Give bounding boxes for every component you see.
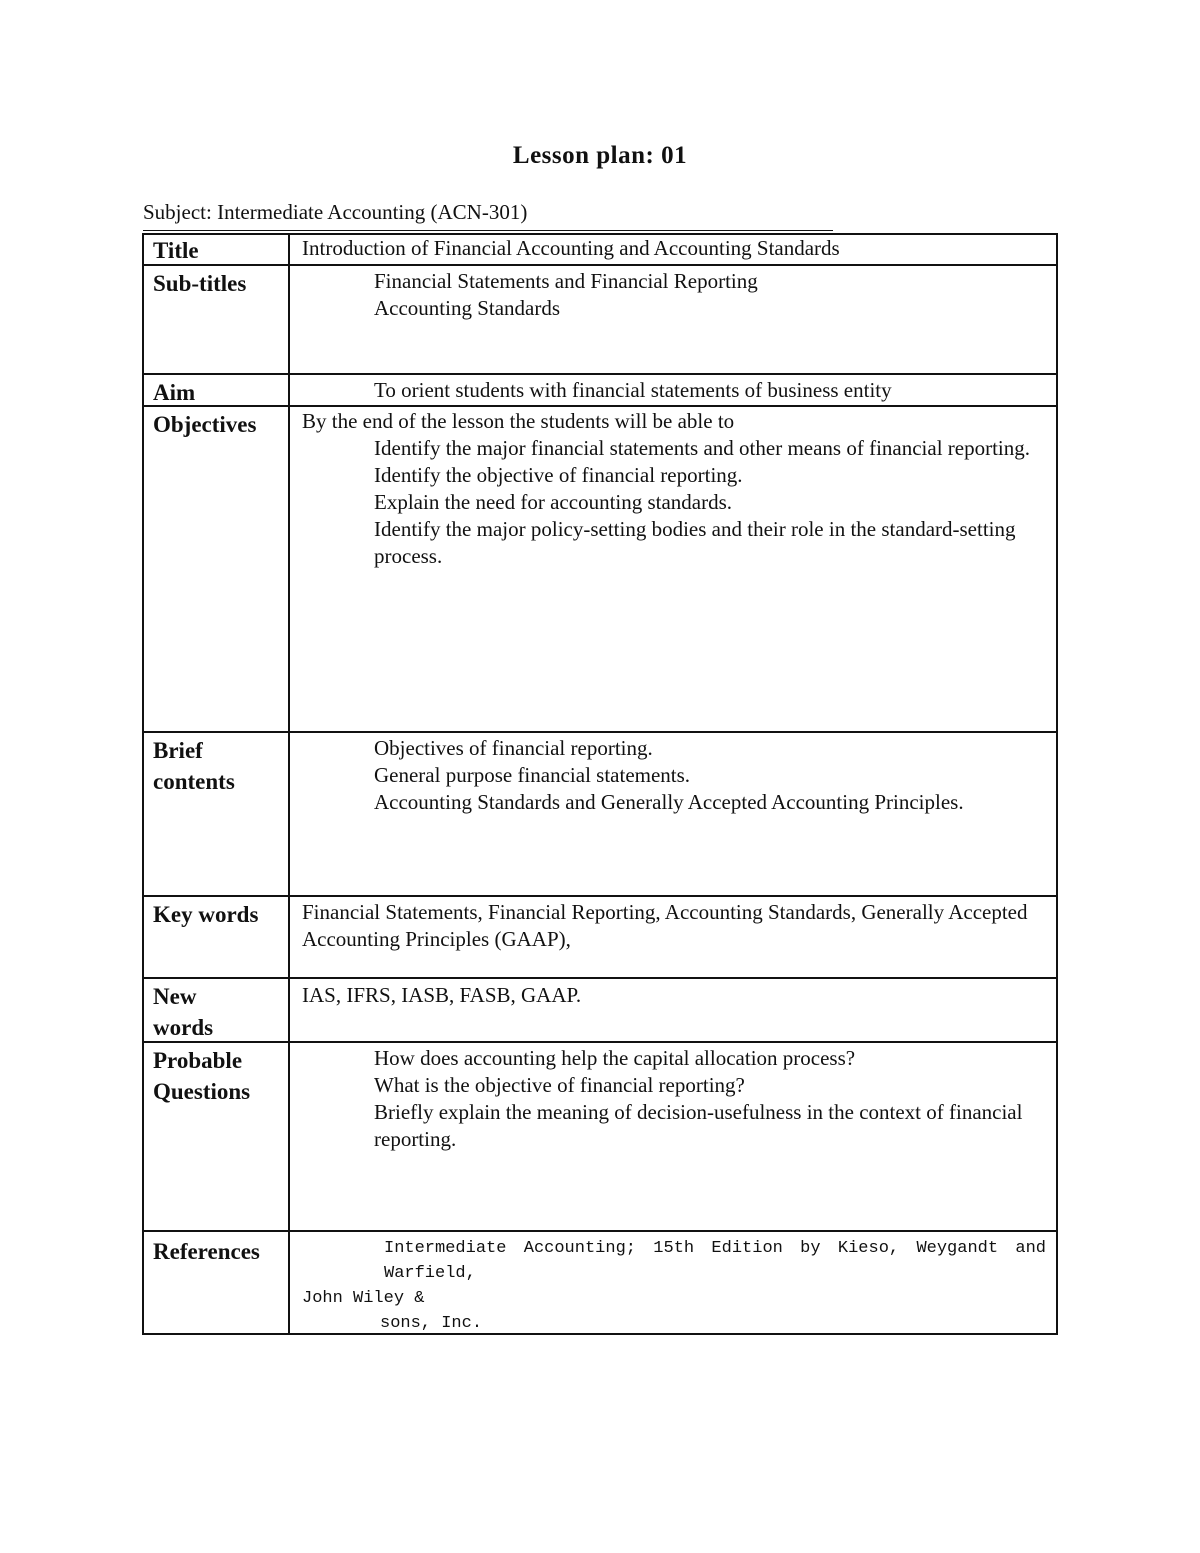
list-item: Financial Statements and Financial Reporting [374, 269, 758, 293]
list-item: Accounting Standards and Generally Accepted Accounting Principles. [374, 790, 964, 814]
label-line: Probable [153, 1048, 243, 1073]
row-new-words [142, 977, 1058, 1042]
key-words-text: Financial Statements, Financial Reporting, Accounting Standards, Generally Accepted Accounting Principles (GAAP), [302, 900, 1028, 951]
title-text: Introduction of Financial Accounting and Accounting Standards [302, 236, 840, 260]
label-new-words [144, 979, 290, 1042]
label-objectives: Objectives [144, 407, 290, 732]
row-key-words [142, 895, 1058, 978]
objectives-intro: By the end of the lesson the students will be able to [302, 409, 735, 433]
list-item: What is the objective of financial reporting? [374, 1073, 745, 1097]
list-item: Identify the objective of financial reporting. [374, 463, 743, 487]
row-title [142, 233, 1058, 265]
label-line: Brief [153, 738, 203, 763]
row-probable-questions [142, 1041, 1058, 1231]
list-item: Objectives of financial reporting. [374, 736, 653, 760]
reference-line: Intermediate Accounting; 15th Edition by Kieso, Weygandt and Warfield, [384, 1239, 1046, 1283]
row-references [142, 1230, 1058, 1335]
label-aim: Aim [144, 375, 290, 406]
label-line: New [153, 984, 197, 1009]
page-title: Lesson plan: 01 [512, 142, 688, 169]
row-objectives [142, 405, 1058, 732]
aim-text: To orient students with financial statements of business entity [374, 378, 892, 402]
label-line: words [153, 1015, 214, 1040]
list-item: Explain the need for accounting standards. [374, 490, 733, 514]
list-item: Accounting Standards [374, 296, 561, 320]
label-line: Questions [153, 1079, 251, 1104]
row-aim [142, 373, 1058, 406]
list-item: General purpose financial statements. [374, 763, 691, 787]
label-probable-questions [144, 1043, 290, 1231]
list-item: Briefly explain the meaning of decision-usefulness in the context of financial reporting. [374, 1100, 1023, 1151]
row-subtitles [142, 264, 1058, 374]
reference-line: John Wiley & [302, 1289, 425, 1308]
list-item: Identify the major financial statements and other means of financial reporting. [374, 436, 1031, 460]
list-item: Identify the major policy-setting bodies and their role in the standard-setting process. [374, 517, 1016, 568]
label-key-words: Key words [144, 897, 290, 978]
label-brief-contents [144, 733, 290, 896]
subject-line: Subject: Intermediate Accounting (ACN-301) [143, 200, 833, 231]
new-words-text: IAS, IFRS, IASB, FASB, GAAP. [302, 983, 582, 1007]
row-brief-contents [142, 731, 1058, 896]
label-subtitles: Sub-titles [144, 266, 290, 374]
label-title: Title [144, 235, 290, 265]
label-line: contents [153, 769, 235, 794]
reference-line: sons, Inc. [380, 1314, 483, 1333]
label-references: References [144, 1232, 290, 1333]
list-item: How does accounting help the capital allocation process? [374, 1046, 856, 1070]
